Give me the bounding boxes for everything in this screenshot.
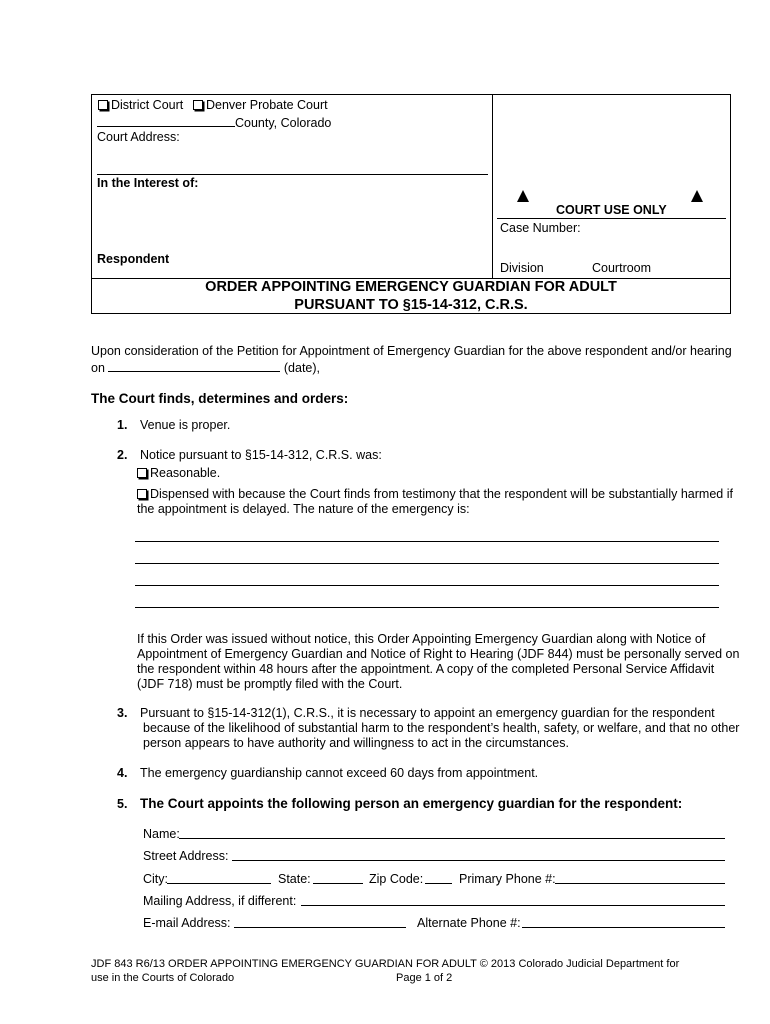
alt-phone-label: Alternate Phone #:	[417, 916, 521, 930]
emergency-line-1[interactable]	[135, 541, 719, 542]
mailing-label: Mailing Address, if different:	[143, 894, 297, 908]
emergency-line-2[interactable]	[135, 563, 719, 564]
item-4-text: The emergency guardianship cannot exceed 60 days from appointment.	[140, 766, 539, 780]
item-4-number: 4.	[117, 766, 128, 780]
item-1-text: Venue is proper.	[140, 418, 231, 432]
city-field[interactable]	[167, 883, 271, 884]
primary-phone-label: Primary Phone #:	[459, 872, 556, 886]
denver-probate-option[interactable]: Denver Probate Court	[193, 98, 328, 112]
city-label: City:	[143, 872, 168, 886]
case-number-label: Case Number:	[500, 221, 581, 235]
alt-phone-field[interactable]	[522, 927, 725, 928]
notice-line-2: Appointment of Emergency Guardian and Notice of Right to Hearing (JDF 844) must be personally served on	[137, 647, 740, 661]
intro-date-line: on (date),	[91, 361, 321, 375]
item-5-text: The Court appoints the following person an emergency guardian for the respondent:	[140, 796, 683, 811]
dispensed-option[interactable]: Dispensed with because the Court finds from testimony that the respondent will be substantially harmed if	[137, 487, 733, 502]
state-field[interactable]	[313, 883, 363, 884]
dispensed-text-2: the appointment is delayed. The nature of the emergency is:	[137, 502, 470, 516]
notice-line-3: the respondent within 48 hours after the appointment. A copy of the completed Personal Service Affidavit	[137, 662, 715, 676]
footer-line-2: use in the Courts of Colorado	[91, 972, 235, 984]
court-use-only: COURT USE ONLY	[556, 203, 667, 217]
item-3-line-2: because of the likelihood of substantial harm to the respondent’s health, safety, or welfare, and that no other	[143, 721, 740, 735]
item-5-number: 5.	[117, 797, 128, 811]
item-2-text: Notice pursuant to §15-14-312, C.R.S. was:	[140, 448, 382, 462]
county-line: County, Colorado	[97, 114, 331, 130]
intro-text: Upon consideration of the Petition for Appointment of Emergency Guardian for the above respondent and/or hearing	[91, 344, 732, 358]
item-1-number: 1.	[117, 418, 128, 432]
dispensed-checkbox[interactable]	[137, 489, 147, 499]
footer-line-1: JDF 843 R6/13 ORDER APPOINTING EMERGENCY GUARDIAN FOR ADULT © 2013 Colorado Judicial Department for	[91, 958, 680, 970]
item-3-number: 3.	[117, 706, 128, 720]
division-label: Division	[500, 261, 544, 275]
email-field[interactable]	[234, 927, 406, 928]
emergency-line-4[interactable]	[135, 607, 719, 608]
street-field[interactable]	[232, 860, 725, 861]
item-2-number: 2.	[117, 448, 128, 462]
item-3-line-1: Pursuant to §15-14-312(1), C.R.S., it is necessary to appoint an emergency guardian for the respondent	[140, 706, 715, 720]
court-address-label: Court Address:	[97, 130, 180, 144]
state-label: State:	[278, 872, 311, 886]
zip-label: Zip Code:	[369, 872, 424, 886]
hearing-date-blank[interactable]	[108, 359, 280, 372]
street-label: Street Address:	[143, 849, 229, 863]
reasonable-option[interactable]: Reasonable.	[137, 466, 220, 480]
district-court-option[interactable]: District Court	[98, 98, 183, 112]
notice-line-1: If this Order was issued without notice, this Order Appointing Emergency Guardian along with Notice of	[137, 632, 706, 646]
district-court-checkbox[interactable]	[98, 100, 108, 110]
notice-line-4: (JDF 718) must be promptly filed with the Court.	[137, 677, 403, 691]
emergency-line-3[interactable]	[135, 585, 719, 586]
in-interest-label: In the Interest of:	[97, 176, 199, 190]
email-label: E-mail Address:	[143, 916, 231, 930]
page-number: Page 1 of 2	[396, 972, 453, 984]
item-3-line-3: person appears to have authority and willingness to act in the circumstances.	[143, 736, 569, 750]
name-field[interactable]	[179, 838, 725, 839]
name-label: Name:	[143, 827, 180, 841]
courtroom-label: Courtroom	[592, 261, 652, 275]
denver-probate-checkbox[interactable]	[193, 100, 203, 110]
mailing-field[interactable]	[301, 905, 725, 906]
triangle-right-icon	[691, 190, 703, 202]
findings-heading: The Court finds, determines and orders:	[91, 391, 349, 406]
primary-phone-field[interactable]	[555, 883, 725, 884]
triangle-left-icon	[517, 190, 529, 202]
reasonable-checkbox[interactable]	[137, 468, 147, 478]
document-title: ORDER APPOINTING EMERGENCY GUARDIAN FOR ADULT PURSUANT TO §15-14-312, C.R.S.	[205, 279, 617, 313]
county-blank[interactable]	[97, 114, 235, 127]
respondent-label: Respondent	[97, 252, 170, 266]
zip-field[interactable]	[425, 883, 452, 884]
